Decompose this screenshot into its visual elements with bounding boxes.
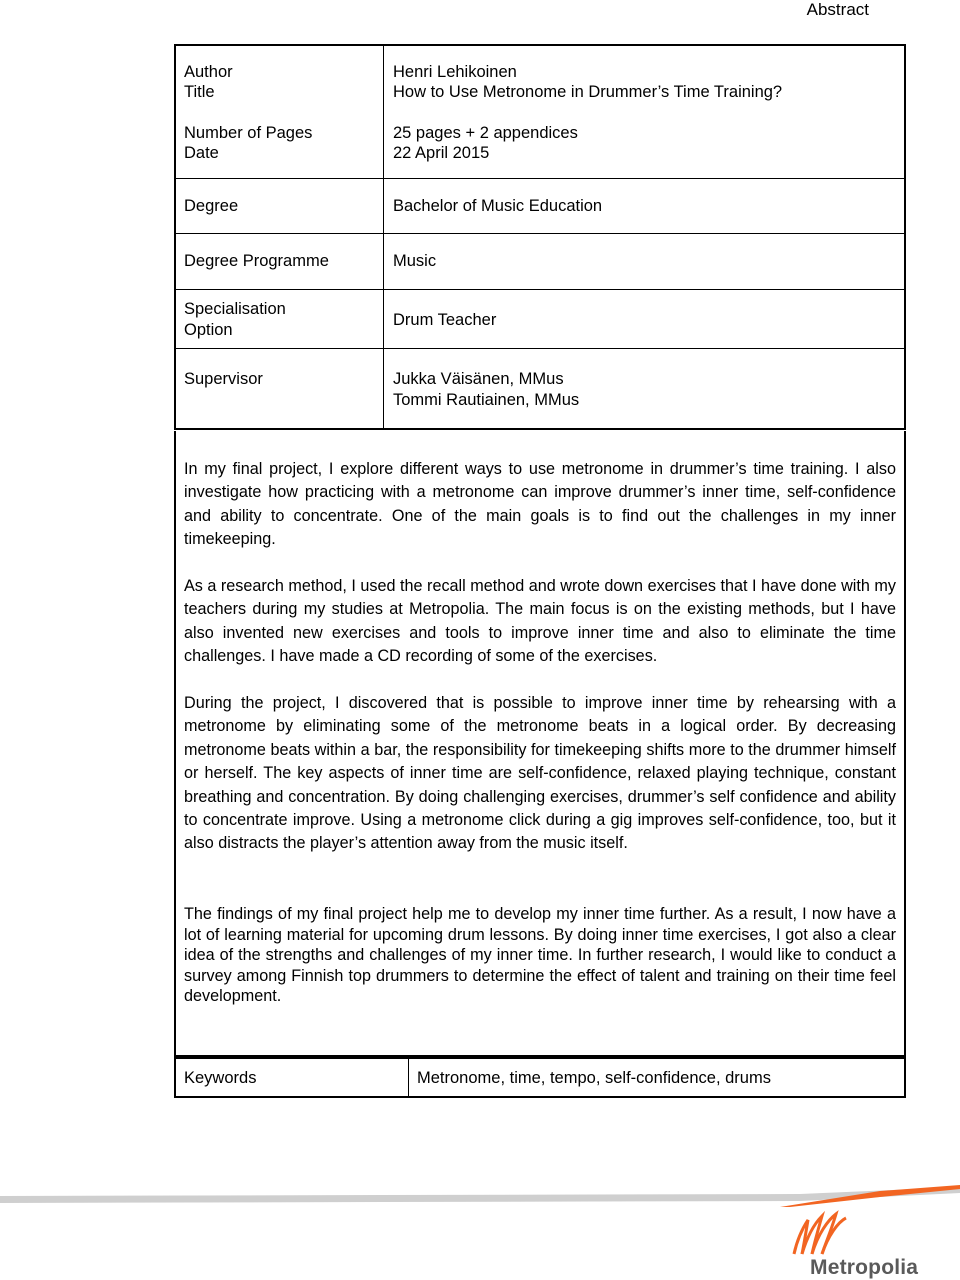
keywords-label: Keywords: [184, 1069, 257, 1087]
author-value: Henri Lehikoinen: [393, 63, 517, 81]
keywords-table: [174, 1057, 906, 1098]
meta-row-author-title-pages-date: [176, 46, 904, 179]
metropolia-logo: [786, 1208, 926, 1278]
degree-value: Bachelor of Music Education: [393, 197, 603, 215]
metropolia-logo-icon: [786, 1208, 856, 1258]
metropolia-logo-text: Metropolia: [810, 1256, 919, 1279]
supervisor-label: Supervisor: [184, 370, 263, 388]
abstract-paragraph-1: In my final project, I explore different ways to use metronome in drummer’s time training. I also investigate how practicing with a metronome can improve drummer’s inner time, self-confidence and ability to concentrate. One of the main goals is to find out the challenges in my inner timekeeping.: [184, 460, 896, 549]
abstract-text-box: [174, 431, 906, 1057]
meta-row-specialisation: [176, 290, 904, 349]
keywords-value: Metronome, time, tempo, self-confidence, drums: [417, 1069, 771, 1087]
meta-row-degree: [176, 179, 904, 234]
page-label: Abstract: [806, 0, 869, 19]
pages-label: Number of Pages: [184, 124, 313, 142]
specialisation-label-line-1: Specialisation: [184, 300, 286, 318]
supervisor-1: Jukka Väisänen, MMus: [393, 370, 564, 388]
footer-band: [0, 1185, 960, 1207]
pages-value: 25 pages + 2 appendices: [393, 124, 578, 142]
supervisor-2: Tommi Rautiainen, MMus: [393, 391, 580, 409]
degree-label: Degree: [184, 197, 239, 215]
meta-row-supervisor: [176, 349, 904, 430]
specialisation-label-line-2: Option: [184, 321, 233, 339]
title-value: How to Use Metronome in Drummer’s Time Training?: [393, 83, 783, 101]
footer-band-gray: [0, 1187, 960, 1203]
meta-row-programme: [176, 234, 904, 290]
keywords-divider: [408, 1059, 409, 1096]
date-label: Date: [184, 144, 219, 162]
abstract-paragraph-3: During the project, I discovered that is possible to improve inner time by rehearsing with a metronome by eliminating some of the metronome beats in a logical order. By decreasing metronome beats within a bar, the responsibility for timekeeping shifts more to the drummer himself or herself. The key aspects of inner time are self-confidence, relaxed playing technique, constant breathing and concentration. By doing challenging exercises, drummer’s self confidence and ability to concentrate improve. Using a metronome click during a gig improves self-confidence, too, but it also distracts the player’s attention away from the music itself.: [184, 694, 896, 853]
abstract-paragraph-2: As a research method, I used the recall method and wrote down exercises that I have done with my teachers during my studies at Metropolia. The main focus is on the existing methods, but I have also invented new exercises and tools to improve inner time and also to eliminate the time challenges. I have made a CD recording of some of the exercises.: [184, 577, 896, 666]
thesis-metadata-table: [174, 44, 906, 430]
title-label: Title: [184, 83, 215, 101]
abstract-paragraph-4: The findings of my final project help me to develop my inner time further. As a result, I now have a lot of learning material for upcoming drum lessons. By doing inner time exercises, I got also a clear idea of the strengths and challenges of my inner time. In further research, I would like to conduct a survey among Finnish top drummers to determine the effect of talent and training on their time feel development.: [184, 905, 896, 1006]
programme-value: Music: [393, 252, 437, 270]
specialisation-value: Drum Teacher: [393, 311, 497, 329]
date-value: 22 April 2015: [393, 144, 490, 162]
programme-label: Degree Programme: [184, 252, 329, 270]
author-label: Author: [184, 63, 233, 81]
